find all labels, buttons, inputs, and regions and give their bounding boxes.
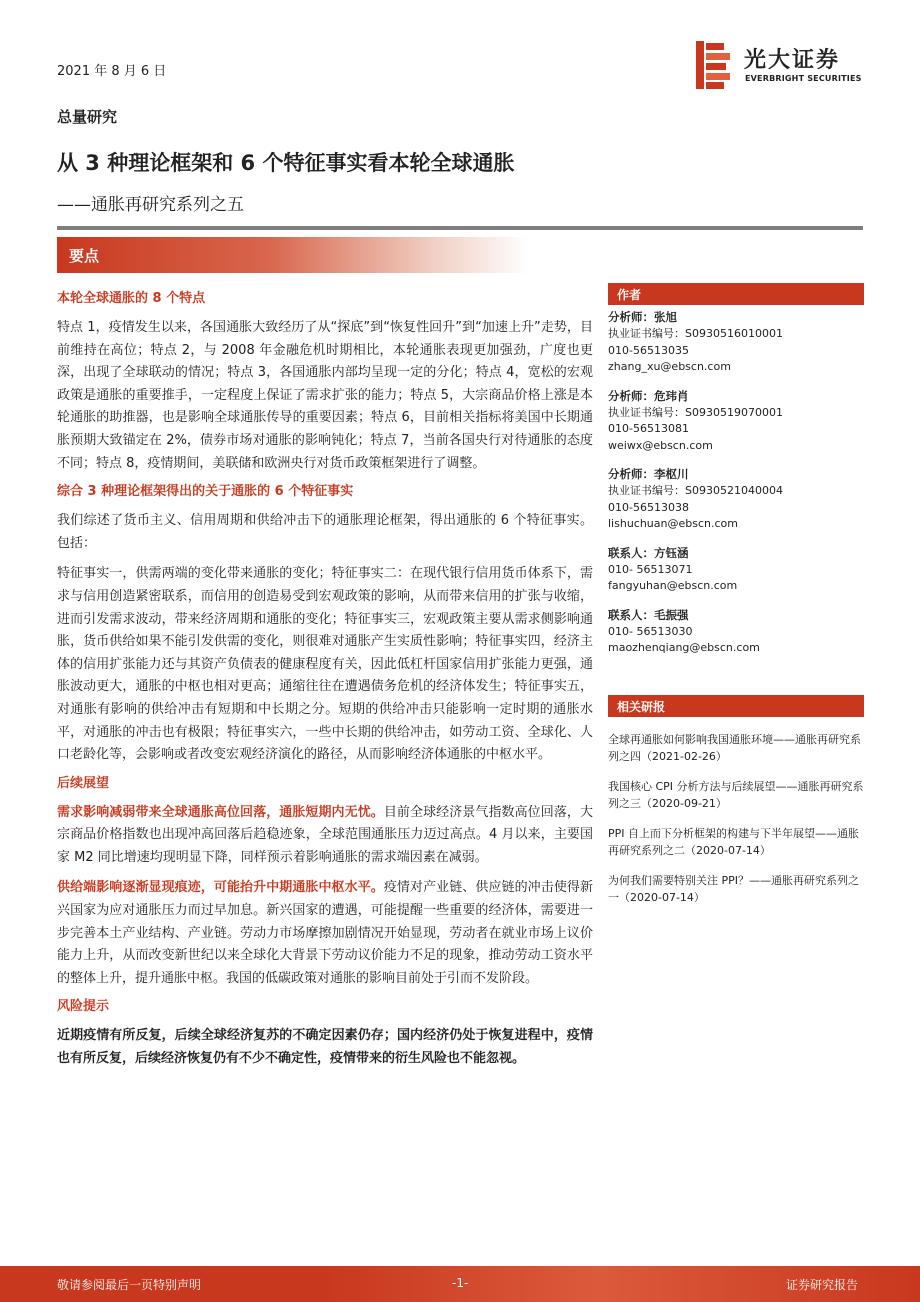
analyst-email[interactable]: zhang_xu@ebscn.com (608, 360, 731, 373)
paragraph-text: 疫情对产业链、供应链的冲击使得新兴国家为应对通胀压力而过早加息。新兴国家的遭遇，可能提醒一些重要的经济体，需要进一步完善本土产业结构、产业链。劳动力市场摩擦加剧情况开始显现，劳动者在就业市场上议价能力上升，从而改变新世纪以来全球化大背景下劳动议价能力不足的现象，推动劳动工资水平的整体上升，提升通胀中枢。我国的低碳政策对通胀的影响目前处于引而不发阶段。 (57, 880, 593, 986)
logo-chinese-name: 光大证券 (744, 48, 841, 73)
related-reports-list (608, 731, 864, 907)
contact-name: 联系人：毛振强 (608, 607, 689, 622)
analyst-email[interactable]: weiwx@ebscn.com (608, 438, 713, 452)
logo-english-name: EVERBRIGHT SECURITIES (745, 74, 862, 83)
analyst-card (608, 466, 864, 533)
analyst-license: 执业证书编号：S0930519070001 (608, 405, 783, 419)
contact-email[interactable]: fangyuhan@ebscn.com (608, 579, 738, 592)
analyst-card (608, 309, 864, 376)
analyst-phone: 010-56513081 (608, 422, 689, 435)
footer-disclaimer: 敬请参阅最后一页特别声明 (57, 1278, 202, 1292)
related-report-item[interactable]: 全球再通胀如何影响我国通胀环境——通胀再研究系列之四（2021-02-26） (608, 732, 861, 763)
contact-card (608, 545, 864, 595)
contact-name: 联系人：方钰涵 (608, 545, 689, 560)
section-heading: 综合 3 种理论框架得出的关于通胀的 6 个特征事实 (57, 484, 354, 500)
title-divider (57, 226, 863, 230)
paragraph-text: 我们综述了货币主义、信用周期和供给冲击下的通胀理论框架，得出通胀的 6 个特征事实。包括： (57, 513, 593, 551)
analyst-name: 分析师：李枢川 (608, 467, 689, 481)
section-heading: 后续展望 (57, 775, 110, 791)
analyst-license: 执业证书编号：S0930516010001 (608, 327, 783, 340)
related-report-item[interactable]: 我国核心 CPI 分析方法与后续展望——通胀再研究系列之三（2020-09-21） (608, 779, 864, 810)
footer-report-type: 证券研究报告 (785, 1278, 858, 1292)
keypoints-label: 要点 (69, 247, 100, 265)
analyst-license: 执业证书编号：S0930521040004 (608, 484, 783, 497)
paragraph-lead: 供给端影响逐渐显现痕迹，可能抬升中期通胀中枢水平。 (57, 880, 384, 896)
paragraph-text: 近期疫情有所反复，后续全球经济复苏的不确定因素仍存；国内经济仍处于恢复进程中，疫情也有所反复，后续经济恢复仍有不少不确定性，疫情带来的衍生风险也不能忽视。 (57, 1028, 593, 1067)
paragraph (57, 317, 593, 475)
authors-header: 作者 (608, 283, 864, 305)
contact-phone: 010- 56513071 (608, 562, 693, 576)
contact-phone: 010- 56513030 (608, 624, 693, 638)
paragraph-lead: 需求影响减弱带来全球通胀高位回落，通胀短期内无忧。 (57, 804, 384, 820)
analyst-name: 分析师：张旭 (608, 310, 677, 324)
paragraph (57, 510, 593, 555)
report-subtitle: ——通胀再研究系列之五 (57, 195, 244, 215)
paragraph-text: 特征事实一，供需两端的变化带来通胀的变化；特征事实二：在现代银行信用货币体系下，需求与信用创造紧密联系，而信用的创造易受到宏观政策的影响，从而带来信用的扩张与收缩，进而引发需求波动，带来经济周期和通胀的变化；特征事实三，宏观政策主要从需求侧影响通胀，货币供给如果不能引发供需的变化，则很难对通胀产生实质性影响；特征事实四，经济主体的信用扩张能力还与其资产负债表的健康程度有关，因此低杠杆国家信用扩张能力更强，通胀波动更大，通胀的中枢也相对更高；通缩往往在遭遇债务危机的经济体发生；特征事实五，对通胀有影响的供给冲击有短期和中长期之分。短期的供给冲击只能影响一定时期的通胀水平，对通胀的冲击也有极限；特征事实六，一些中长期的供给冲击，如劳动工资、全球化、人口老龄化等，会影响或者改变宏观经济演化的路径，从而影响经济体通胀的中枢水平。 (57, 566, 593, 763)
paragraph (57, 563, 593, 766)
paragraph (57, 802, 593, 870)
paragraph (57, 1025, 593, 1070)
contact-card (608, 607, 864, 657)
page-number: -1- (452, 1276, 469, 1290)
page-footer (0, 1266, 920, 1302)
paragraph (57, 877, 593, 990)
analyst-name: 分析师：危玮肖 (608, 388, 689, 403)
report-title: 从 3 种理论框架和 6 个特征事实看本轮全球通胀 (57, 151, 515, 175)
section-heading: 风险提示 (57, 999, 110, 1015)
main-column (57, 290, 593, 1079)
contact-email[interactable]: maozhenqiang@ebscn.com (608, 641, 760, 654)
analyst-card (608, 388, 864, 455)
everbright-logo-icon (696, 41, 732, 89)
related-reports-header: 相关研报 (608, 695, 864, 717)
related-report-item[interactable]: 为何我们需要特别关注 PPI？——通胀再研究系列之一（2020-07-14） (608, 873, 860, 904)
paragraph-text: 特点 1，疫情发生以来，各国通胀大致经历了从“探底”到“恢复性回升”到“加速上升”走势，目前维持在高位；特点 2，与 2008 年金融危机时期相比，本轮通胀表现更加强劲，广度也更深，出现了全球联动的情况；特点 3，各国通胀内部均呈现一定的分化；特点 4，宽松的宏观政策是通胀的重要推手，一定程度上保证了需求扩张的能力；特点 5，大宗商品价格上涨是本轮通胀的助推器，也是影响全球通胀传导的重要因素；特点 6，目前相关指标将美国中长期通胀预期大致锚定在 2%，债券市场对通胀的影响钝化；特点 7，当前各国央行对待通胀的态度不同；特点 8，疫情期间，美联储和欧洲央行对货币政策框架进行了调整。 (57, 320, 593, 471)
keypoints-banner (57, 237, 529, 273)
sidebar (608, 283, 864, 919)
report-category: 总量研究 (57, 108, 118, 126)
report-date: 2021 年 8 月 6 日 (57, 64, 167, 79)
analyst-email[interactable]: lishuchuan@ebscn.com (608, 517, 738, 530)
section-heading: 本轮全球通胀的 8 个特点 (57, 291, 206, 306)
analyst-phone: 010-56513035 (608, 343, 689, 357)
related-report-item[interactable]: PPI 自上而下分析框架的构建与下半年展望——通胀再研究系列之二（2020-07-14） (608, 826, 860, 857)
brand-logo (696, 41, 876, 91)
analyst-phone: 010-56513038 (608, 500, 689, 514)
paragraph-text: 目前全球经济景气指数高位回落，大宗商品价格指数也出现冲高回落后趋稳迹象，全球范围通胀压力迈过高点。4 月以来，主要国家 M2 同比增速均现明显下降，同样预示着影响通胀的需求端因素在减弱。 (57, 804, 593, 865)
